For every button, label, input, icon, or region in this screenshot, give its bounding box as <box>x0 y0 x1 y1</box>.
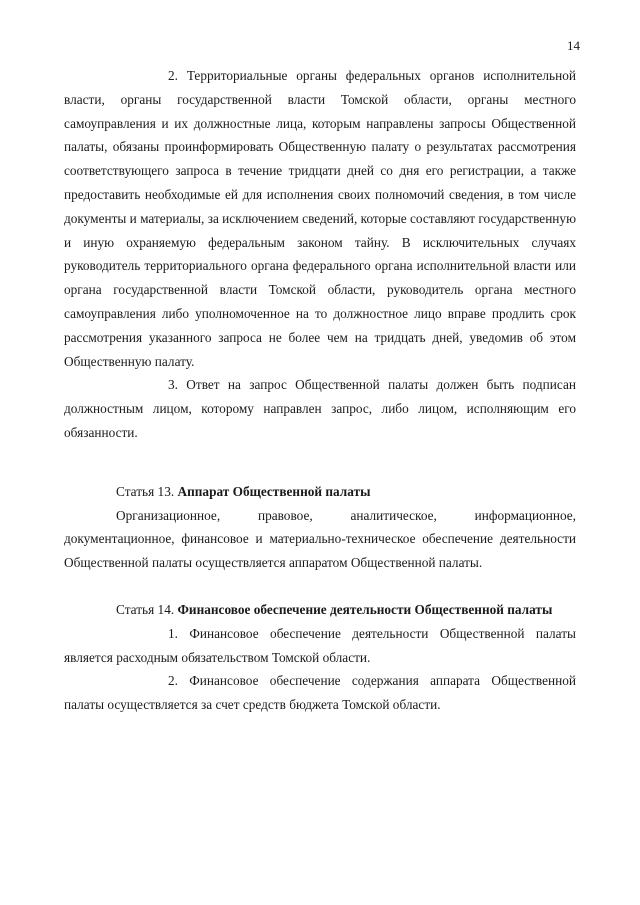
article-13-heading <box>64 480 576 504</box>
article-13-title: Аппарат Общественной палаты <box>177 483 371 499</box>
article-13-prefix: Статья 13. <box>116 483 175 499</box>
paragraph-item-2 <box>64 64 576 373</box>
article-14-prefix: Статья 14. <box>116 601 175 617</box>
paragraph-number: 2. <box>168 673 178 689</box>
paragraph-text: Финансовое обеспечение содержания аппарата Общественной палаты осуществляется за счет средств бюджета Томской области. <box>64 673 577 713</box>
paragraph-item-3 <box>64 373 576 444</box>
document-body <box>64 64 576 717</box>
article-14-title: Финансовое обеспечение деятельности Общественной палаты <box>177 601 553 617</box>
page-number: 14 <box>567 38 580 53</box>
paragraph-text: Территориальные органы федеральных органов исполнительной власти, органы государственной власти Томской области, органы местного самоуправления и их должностные лица, которым направлены запросы Общественной палаты, обязаны проинформировать Общественную палату о результатах рассмотрения соответствующего запроса в течение тридцати дней со дня его регистрации, а также предоставить необходимые ей для исполнения своих полномочий сведения, в том числе документы и материалы, за исключением сведений, которые составляют государственную и иную охраняемую федеральным законом тайну. В исключительных случаях руководитель территориального органа федерального органа исполнительной власти или органа государственной власти Томской области, руководитель органа местного самоуправления либо уполномоченное на то должностное лицо вправе продлить срок рассмотрения указанного запроса не более чем на тридцать дней, уведомив об этом Общественную палату. <box>64 68 577 369</box>
paragraph-number: 2. <box>168 68 178 83</box>
paragraph-number: 1. <box>168 625 178 641</box>
article-14-item-2 <box>64 669 576 717</box>
article-14-item-1 <box>64 622 576 670</box>
paragraph-number: 3. <box>168 377 178 393</box>
article-13-paragraph <box>64 504 576 575</box>
article-14-heading <box>64 598 576 622</box>
paragraph-text: Финансовое обеспечение деятельности Общественной палаты является расходным обязательством Томской области. <box>64 625 576 665</box>
paragraph-text: Ответ на запрос Общественной палаты должен быть подписан должностным лицом, которому направлен запрос, либо лицом, исполняющим его обязанности. <box>64 377 576 440</box>
paragraph-text: Организационное, правовое, аналитическое, информационное, документационное, финансовое и материально-техническое обеспечение деятельности Общественной палаты осуществляется аппаратом Общественной палаты. <box>64 507 576 571</box>
